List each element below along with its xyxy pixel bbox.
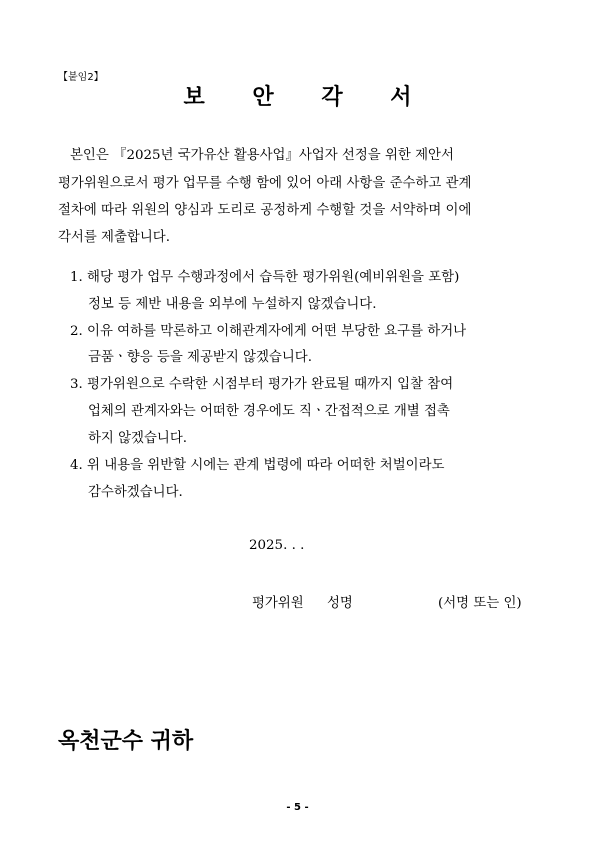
signature-seal-note: (서명 또는 인) — [438, 596, 522, 611]
intro-line: 절차에 따라 위원의 양심과 도리로 공정하게 수행할 것을 서약하며 이에 — [58, 203, 472, 218]
date-line: 2025. . . — [249, 538, 305, 553]
attachment-label: 【붙임2】 — [58, 72, 104, 83]
pledge-line: 감수하겠습니다. — [88, 485, 183, 500]
signature-name-label: 성명 — [327, 596, 353, 611]
intro-line: 평가위원으로서 평가 업무를 수행 함에 있어 아래 사항을 준수하고 관계 — [58, 176, 472, 191]
pledge-line: 금품ㆍ향응 등을 제공받지 않겠습니다. — [88, 350, 312, 365]
pledge-line: 업체의 관계자와는 어떠한 경우에도 직ㆍ간접적으로 개별 접촉 — [88, 404, 450, 419]
pledge-line: 2. 이유 여하를 막론하고 이해관계자에게 어떤 부당한 요구를 하거나 — [70, 324, 467, 339]
pledge-line: 1. 해당 평가 업무 수행과정에서 습득한 평가위원(예비위원을 포함) — [70, 270, 460, 285]
document-title: 보 안 각 서 — [183, 85, 432, 110]
addressee: 옥천군수 귀하 — [58, 729, 194, 754]
pledge-line: 4. 위 내용을 위반할 시에는 관계 법령에 따라 어떠한 처벌이라도 — [70, 458, 445, 473]
pledge-line: 하지 않겠습니다. — [88, 431, 188, 446]
pledge-line: 정보 등 제반 내용을 외부에 누설하지 않겠습니다. — [88, 297, 377, 312]
intro-line: 본인은 『2025년 국가유산 활용사업』사업자 선정을 위한 제안서 — [70, 148, 454, 163]
pledge-line: 3. 평가위원으로 수락한 시점부터 평가가 완료될 때까지 입찰 참여 — [70, 377, 454, 392]
intro-line: 각서를 제출합니다. — [58, 230, 170, 245]
page-number: - 5 - — [286, 802, 309, 813]
signature-role-label: 평가위원 — [252, 596, 304, 611]
